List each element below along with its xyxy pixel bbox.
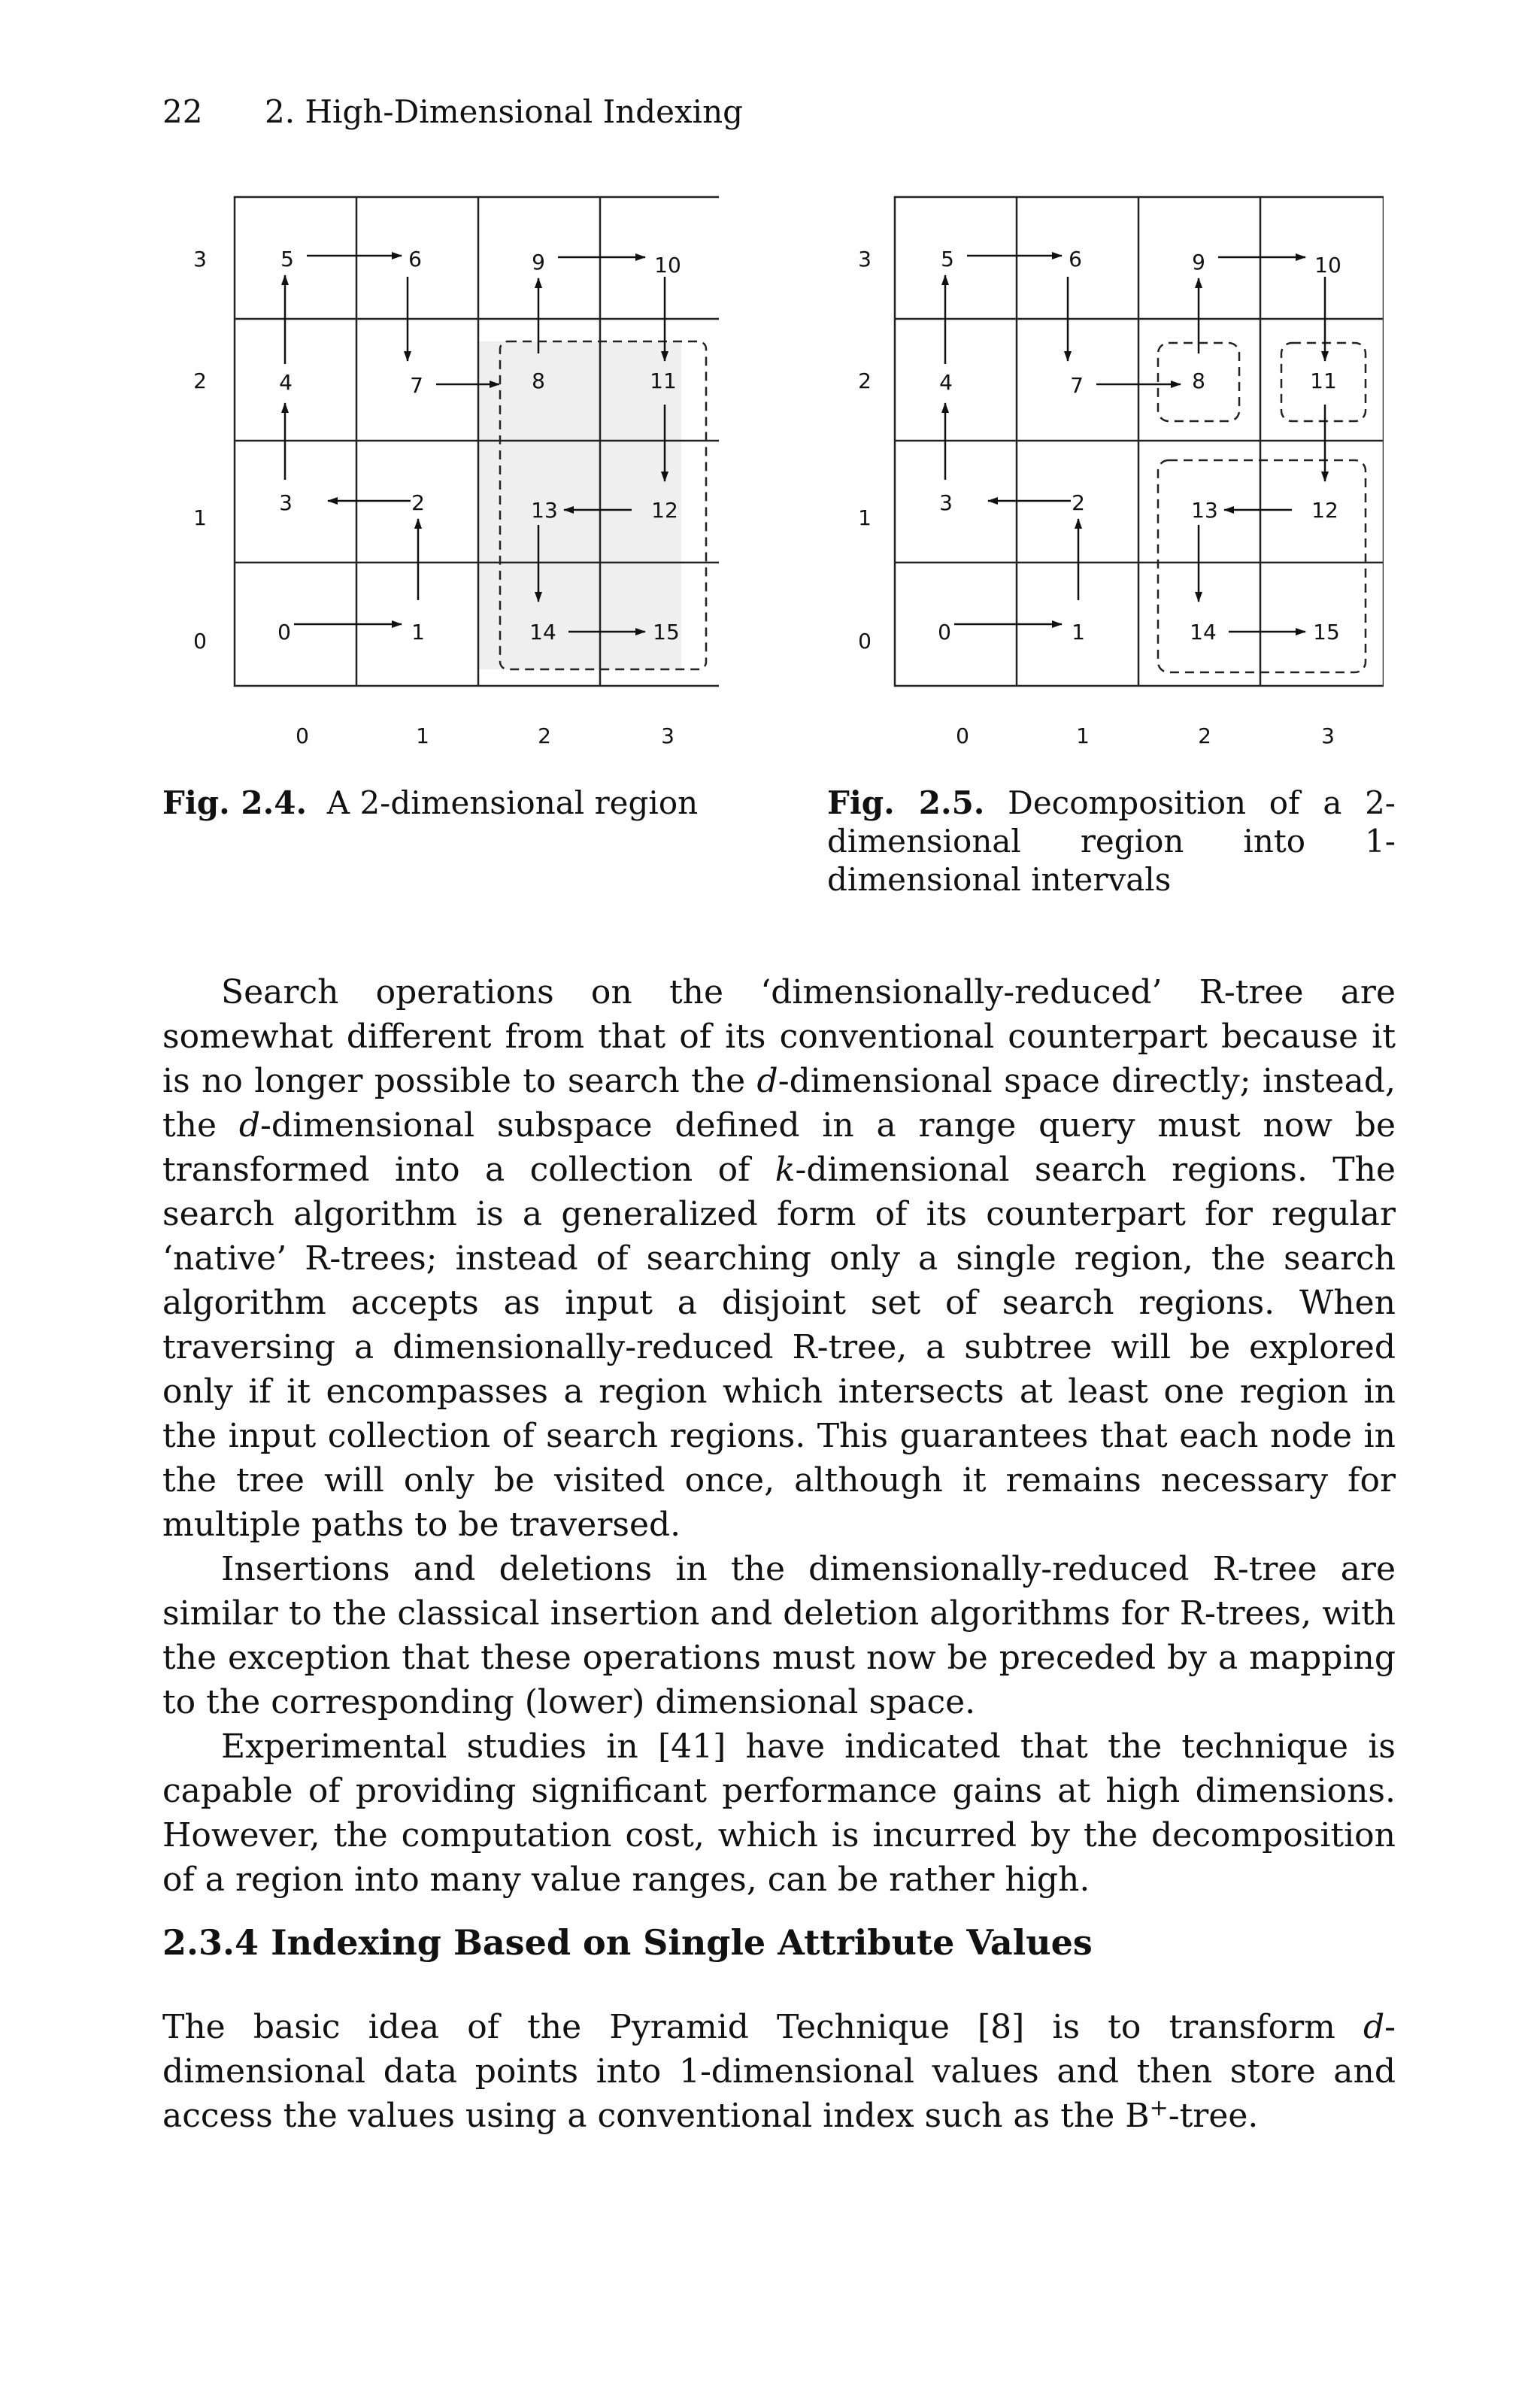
x-tick-label: 0 xyxy=(296,723,309,748)
x-tick-label: 1 xyxy=(1076,723,1090,748)
y-tick-label: 0 xyxy=(193,629,207,654)
y-tick-label: 1 xyxy=(193,505,207,530)
paragraph xyxy=(162,2005,1396,2138)
figure-2-4-caption xyxy=(162,784,719,822)
section-heading: 2.3.4 Indexing Based on Single Attribute Values xyxy=(162,1922,1093,1963)
cell-label: 5 xyxy=(941,247,954,271)
figure-2-4 xyxy=(162,194,719,758)
y-tick-label: 2 xyxy=(193,368,207,393)
y-tick-label: 2 xyxy=(858,368,872,393)
text-run: The basic idea of the Pyramid Technique [8] is to transform xyxy=(162,2008,1363,2046)
cell-label: 3 xyxy=(279,490,293,515)
cell-label: 10 xyxy=(1314,253,1341,277)
x-tick-label: 3 xyxy=(661,723,675,748)
figure-2-5-diagram xyxy=(827,194,1384,758)
body-text xyxy=(162,970,1396,1902)
x-tick-label: 2 xyxy=(538,723,551,748)
running-header xyxy=(162,93,743,130)
math-symbol: k xyxy=(775,1151,796,1189)
text-run: -dimensional search regions. The search algorithm is a generalized form of its counterpart for regular ‘native’ R-trees; instead of searching only a single region, the search algorithm accepts as input a disjoint set of search regions. When traversing a dimensionally-reduced R-tree, a subtree will be explored only if it encompasses a region which intersects at least one region in the input collection of search regions. This guarantees that each node in the tree will only be visited once, although it remains necessary for multiple paths to be traversed. xyxy=(162,1151,1396,1544)
figure-2-5 xyxy=(827,194,1384,758)
cell-label: 0 xyxy=(277,620,291,644)
figure-2-4-diagram xyxy=(162,194,719,758)
cell-label: 9 xyxy=(532,250,545,274)
text-run: -dimensional subspace defined in a range query must now be transformed into a collection of xyxy=(162,1106,1396,1189)
cell-label: 9 xyxy=(1192,250,1205,274)
cell-label: 11 xyxy=(1310,368,1337,393)
math-symbol: d xyxy=(238,1106,261,1145)
cell-label: 7 xyxy=(1070,373,1084,398)
cell-label: 1 xyxy=(1072,620,1085,644)
y-tick-label: 3 xyxy=(858,247,872,271)
x-tick-label: 0 xyxy=(956,723,969,748)
cell-label: 6 xyxy=(1069,247,1082,271)
figure-label: Fig. 2.5. xyxy=(827,784,985,821)
paragraph xyxy=(162,970,1396,1547)
x-tick-label: 3 xyxy=(1321,723,1335,748)
page-number: 22 xyxy=(162,93,203,130)
caption-text-line1: Decomposition of a 2- xyxy=(1008,784,1396,821)
cell-label: 2 xyxy=(1072,490,1085,515)
cell-label: 1 xyxy=(411,620,425,644)
cell-label: 11 xyxy=(650,368,677,393)
body-text-section xyxy=(162,2005,1396,2138)
figure-label: Fig. 2.4. xyxy=(162,784,308,821)
cell-label: 4 xyxy=(279,370,293,395)
cell-label: 4 xyxy=(939,370,953,395)
text-run: -dimensional data points into 1-dimensional values and then store and access the values using a conventional index such as the B xyxy=(162,2008,1396,2135)
cell-label: 5 xyxy=(280,247,294,271)
superscript: + xyxy=(1149,2094,1169,2121)
y-tick-label: 3 xyxy=(193,247,207,271)
curve-arrows xyxy=(945,256,1325,632)
cell-label: 10 xyxy=(654,253,681,277)
text-run: Search operations on the ‘dimensionally-reduced’ R-tree are somewhat different from that of its conventional counterpart because it is no longer possible to search the xyxy=(162,973,1396,1100)
math-symbol: d xyxy=(756,1062,778,1100)
cell-label: 14 xyxy=(529,620,556,644)
cell-label: 8 xyxy=(532,368,545,393)
running-title: 2. High-Dimensional Indexing xyxy=(265,93,744,130)
grid xyxy=(895,197,1384,686)
math-symbol: d xyxy=(1363,2008,1385,2046)
cell-label: 2 xyxy=(411,490,425,515)
cell-label: 13 xyxy=(531,498,558,523)
text-run: -tree. xyxy=(1168,2097,1259,2135)
cell-label: 12 xyxy=(651,498,678,523)
y-tick-label: 1 xyxy=(858,505,872,530)
cell-label: 7 xyxy=(410,373,423,398)
cell-label: 0 xyxy=(938,620,951,644)
paragraph: Experimental studies in [41] have indicated that the technique is capable of providing significant performance gains at high dimensions. However, the computation cost, which is incurred by the decomposition of a region into many value ranges, can be rather high. xyxy=(162,1727,1396,1899)
paragraph: Insertions and deletions in the dimensionally-reduced R-tree are similar to the classical insertion and deletion algorithms for R-trees, with the exception that these operations must now be preceded by a mapping to the corresponding (lower) dimensional space. xyxy=(162,1550,1396,1721)
y-tick-label: 0 xyxy=(858,629,872,654)
caption-text-rest: dimensional region into 1-dimensional intervals xyxy=(827,823,1396,898)
figure-2-5-caption xyxy=(827,784,1396,899)
cell-label: 3 xyxy=(939,490,953,515)
cell-label: 12 xyxy=(1311,498,1338,523)
x-tick-label: 2 xyxy=(1198,723,1211,748)
caption-text: A 2-dimensional region xyxy=(326,784,699,821)
x-tick-label: 1 xyxy=(416,723,429,748)
cell-label: 13 xyxy=(1191,498,1218,523)
cell-label: 15 xyxy=(1313,620,1340,644)
text-run: -dimensional space directly; instead, the xyxy=(162,1062,1396,1145)
cell-label: 15 xyxy=(653,620,680,644)
cell-label: 14 xyxy=(1190,620,1217,644)
cell-label: 6 xyxy=(408,247,422,271)
cell-label: 8 xyxy=(1192,368,1205,393)
